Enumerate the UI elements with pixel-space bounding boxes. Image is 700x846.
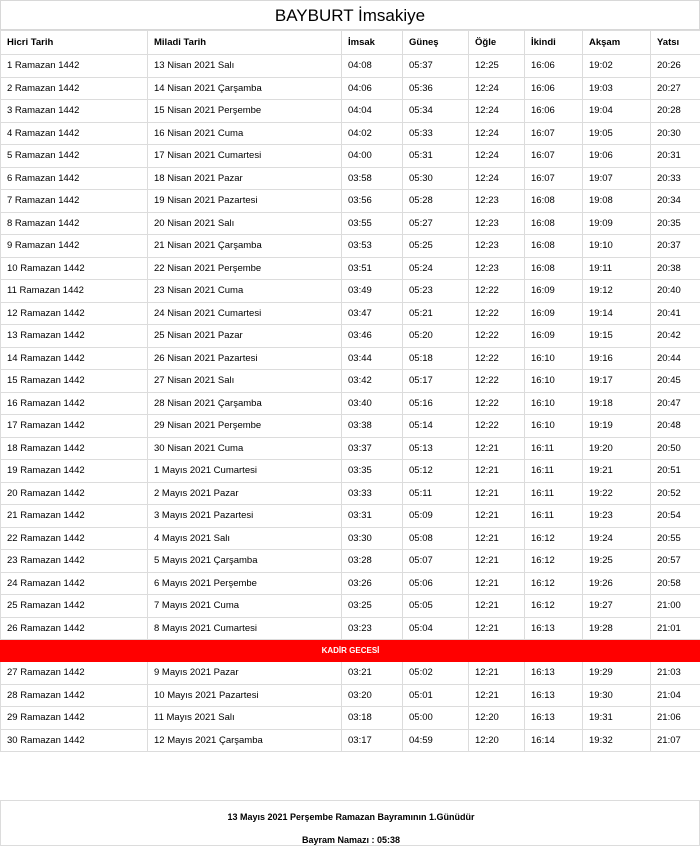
aksam-cell: 19:03: [583, 77, 651, 100]
yatsi-cell: 20:58: [651, 572, 700, 595]
header-imsak: İmsak: [342, 31, 403, 55]
gunes-cell: 05:14: [403, 415, 469, 438]
ogle-cell: 12:21: [469, 550, 525, 573]
ogle-cell: 12:22: [469, 325, 525, 348]
hicri-tarih-cell: 4 Ramazan 1442: [1, 122, 148, 145]
table-row: [1, 550, 700, 573]
yatsi-cell: 20:54: [651, 505, 700, 528]
miladi-tarih-cell: 9 Mayıs 2021 Pazar: [148, 662, 342, 685]
yatsi-cell: 21:01: [651, 617, 700, 640]
miladi-tarih-cell: 23 Nisan 2021 Cuma: [148, 280, 342, 303]
aksam-cell: 19:14: [583, 302, 651, 325]
ogle-cell: 12:24: [469, 145, 525, 168]
miladi-tarih-cell: 5 Mayıs 2021 Çarşamba: [148, 550, 342, 573]
yatsi-cell: 21:06: [651, 707, 700, 730]
yatsi-cell: 20:51: [651, 460, 700, 483]
gunes-cell: 05:36: [403, 77, 469, 100]
imsak-cell: 03:49: [342, 280, 403, 303]
aksam-cell: 19:31: [583, 707, 651, 730]
imsak-cell: 03:33: [342, 482, 403, 505]
miladi-tarih-cell: 1 Mayıs 2021 Cumartesi: [148, 460, 342, 483]
imsak-cell: 03:37: [342, 437, 403, 460]
table-row: [1, 662, 700, 685]
yatsi-cell: 20:55: [651, 527, 700, 550]
imsak-cell: 03:56: [342, 190, 403, 213]
yatsi-cell: 20:26: [651, 55, 700, 78]
kadir-gecesi-row: [1, 640, 700, 662]
miladi-tarih-cell: 19 Nisan 2021 Pazartesi: [148, 190, 342, 213]
ikindi-cell: 16:13: [525, 662, 583, 685]
imsak-cell: 04:02: [342, 122, 403, 145]
ogle-cell: 12:23: [469, 212, 525, 235]
miladi-tarih-cell: 8 Mayıs 2021 Cumartesi: [148, 617, 342, 640]
ikindi-cell: 16:11: [525, 460, 583, 483]
ikindi-cell: 16:06: [525, 100, 583, 123]
hicri-tarih-cell: 22 Ramazan 1442: [1, 527, 148, 550]
gunes-cell: 05:31: [403, 145, 469, 168]
ogle-cell: 12:25: [469, 55, 525, 78]
table-row: [1, 505, 700, 528]
hicri-tarih-cell: 3 Ramazan 1442: [1, 100, 148, 123]
hicri-tarih-cell: 5 Ramazan 1442: [1, 145, 148, 168]
ikindi-cell: 16:08: [525, 190, 583, 213]
miladi-tarih-cell: 7 Mayıs 2021 Cuma: [148, 595, 342, 618]
ikindi-cell: 16:09: [525, 302, 583, 325]
imsak-cell: 04:04: [342, 100, 403, 123]
ikindi-cell: 16:14: [525, 729, 583, 752]
table-row: [1, 325, 700, 348]
yatsi-cell: 20:27: [651, 77, 700, 100]
miladi-tarih-cell: 11 Mayıs 2021 Salı: [148, 707, 342, 730]
table-row: [1, 257, 700, 280]
aksam-cell: 19:05: [583, 122, 651, 145]
ogle-cell: 12:22: [469, 347, 525, 370]
gunes-cell: 05:09: [403, 505, 469, 528]
ikindi-cell: 16:11: [525, 505, 583, 528]
hicri-tarih-cell: 26 Ramazan 1442: [1, 617, 148, 640]
imsak-cell: 03:38: [342, 415, 403, 438]
aksam-cell: 19:07: [583, 167, 651, 190]
aksam-cell: 19:17: [583, 370, 651, 393]
ogle-cell: 12:24: [469, 167, 525, 190]
hicri-tarih-cell: 14 Ramazan 1442: [1, 347, 148, 370]
yatsi-cell: 20:57: [651, 550, 700, 573]
imsak-cell: 03:26: [342, 572, 403, 595]
aksam-cell: 19:11: [583, 257, 651, 280]
ogle-cell: 12:21: [469, 527, 525, 550]
ikindi-cell: 16:11: [525, 437, 583, 460]
yatsi-cell: 20:50: [651, 437, 700, 460]
ogle-cell: 12:21: [469, 595, 525, 618]
table-row: [1, 707, 700, 730]
ikindi-cell: 16:07: [525, 122, 583, 145]
hicri-tarih-cell: 25 Ramazan 1442: [1, 595, 148, 618]
ogle-cell: 12:23: [469, 257, 525, 280]
gunes-cell: 05:02: [403, 662, 469, 685]
gunes-cell: 04:59: [403, 729, 469, 752]
imsak-cell: 03:40: [342, 392, 403, 415]
aksam-cell: 19:24: [583, 527, 651, 550]
table-row: [1, 392, 700, 415]
table-row: [1, 482, 700, 505]
aksam-cell: 19:04: [583, 100, 651, 123]
ikindi-cell: 16:13: [525, 707, 583, 730]
imsak-cell: 03:17: [342, 729, 403, 752]
miladi-tarih-cell: 13 Nisan 2021 Salı: [148, 55, 342, 78]
hicri-tarih-cell: 20 Ramazan 1442: [1, 482, 148, 505]
gunes-cell: 05:00: [403, 707, 469, 730]
gunes-cell: 05:20: [403, 325, 469, 348]
prayer-times-table: [0, 30, 700, 752]
imsak-cell: 03:30: [342, 527, 403, 550]
yatsi-cell: 21:04: [651, 684, 700, 707]
yatsi-cell: 20:41: [651, 302, 700, 325]
ikindi-cell: 16:09: [525, 325, 583, 348]
hicri-tarih-cell: 13 Ramazan 1442: [1, 325, 148, 348]
imsak-cell: 03:46: [342, 325, 403, 348]
ogle-cell: 12:23: [469, 190, 525, 213]
table-row: [1, 437, 700, 460]
yatsi-cell: 21:07: [651, 729, 700, 752]
aksam-cell: 19:27: [583, 595, 651, 618]
gunes-cell: 05:34: [403, 100, 469, 123]
table-row: [1, 212, 700, 235]
gunes-cell: 05:25: [403, 235, 469, 258]
ikindi-cell: 16:07: [525, 167, 583, 190]
aksam-cell: 19:10: [583, 235, 651, 258]
gunes-cell: 05:33: [403, 122, 469, 145]
hicri-tarih-cell: 11 Ramazan 1442: [1, 280, 148, 303]
table-row: [1, 729, 700, 752]
table-header-row: [1, 31, 700, 55]
imsak-cell: 04:08: [342, 55, 403, 78]
hicri-tarih-cell: 12 Ramazan 1442: [1, 302, 148, 325]
imsak-cell: 03:25: [342, 595, 403, 618]
miladi-tarih-cell: 21 Nisan 2021 Çarşamba: [148, 235, 342, 258]
bayram-prayer-note: Bayram Namazı : 05:38: [301, 835, 401, 845]
gunes-cell: 05:27: [403, 212, 469, 235]
kadir-gecesi-label: KADİR GECESİ: [1, 640, 700, 662]
miladi-tarih-cell: 2 Mayıs 2021 Pazar: [148, 482, 342, 505]
hicri-tarih-cell: 24 Ramazan 1442: [1, 572, 148, 595]
header-aksam: Akşam: [583, 31, 651, 55]
table-row: [1, 415, 700, 438]
imsak-cell: 04:00: [342, 145, 403, 168]
aksam-cell: 19:32: [583, 729, 651, 752]
imsak-cell: 03:53: [342, 235, 403, 258]
gunes-cell: 05:11: [403, 482, 469, 505]
gunes-cell: 05:16: [403, 392, 469, 415]
bayram-day-note: 13 Mayıs 2021 Perşembe Ramazan Bayramının 1.Günüdür: [227, 812, 475, 822]
aksam-cell: 19:22: [583, 482, 651, 505]
hicri-tarih-cell: 15 Ramazan 1442: [1, 370, 148, 393]
imsak-cell: 04:06: [342, 77, 403, 100]
table-body-first: [1, 55, 700, 640]
ogle-cell: 12:22: [469, 415, 525, 438]
gunes-cell: 05:18: [403, 347, 469, 370]
hicri-tarih-cell: 16 Ramazan 1442: [1, 392, 148, 415]
ikindi-cell: 16:12: [525, 572, 583, 595]
miladi-tarih-cell: 17 Nisan 2021 Cumartesi: [148, 145, 342, 168]
gunes-cell: 05:28: [403, 190, 469, 213]
gunes-cell: 05:07: [403, 550, 469, 573]
aksam-cell: 19:28: [583, 617, 651, 640]
table-row: [1, 235, 700, 258]
ogle-cell: 12:21: [469, 572, 525, 595]
gunes-cell: 05:12: [403, 460, 469, 483]
aksam-cell: 19:25: [583, 550, 651, 573]
gunes-cell: 05:37: [403, 55, 469, 78]
yatsi-cell: 21:03: [651, 662, 700, 685]
yatsi-cell: 20:47: [651, 392, 700, 415]
ikindi-cell: 16:10: [525, 370, 583, 393]
miladi-tarih-cell: 28 Nisan 2021 Çarşamba: [148, 392, 342, 415]
ikindi-cell: 16:11: [525, 482, 583, 505]
gunes-cell: 05:17: [403, 370, 469, 393]
miladi-tarih-cell: 29 Nisan 2021 Perşembe: [148, 415, 342, 438]
hicri-tarih-cell: 21 Ramazan 1442: [1, 505, 148, 528]
table-body-second: [1, 662, 700, 752]
ikindi-cell: 16:10: [525, 347, 583, 370]
ikindi-cell: 16:12: [525, 550, 583, 573]
gunes-cell: 05:08: [403, 527, 469, 550]
imsak-cell: 03:20: [342, 684, 403, 707]
aksam-cell: 19:09: [583, 212, 651, 235]
gunes-cell: 05:30: [403, 167, 469, 190]
ogle-cell: 12:21: [469, 437, 525, 460]
hicri-tarih-cell: 6 Ramazan 1442: [1, 167, 148, 190]
yatsi-cell: 20:31: [651, 145, 700, 168]
aksam-cell: 19:23: [583, 505, 651, 528]
header-miladi-tarih: Miladi Tarih: [148, 31, 342, 55]
miladi-tarih-cell: 14 Nisan 2021 Çarşamba: [148, 77, 342, 100]
table-row: [1, 100, 700, 123]
yatsi-cell: 20:38: [651, 257, 700, 280]
ogle-cell: 12:21: [469, 684, 525, 707]
yatsi-cell: 20:48: [651, 415, 700, 438]
miladi-tarih-cell: 16 Nisan 2021 Cuma: [148, 122, 342, 145]
ikindi-cell: 16:07: [525, 145, 583, 168]
gunes-cell: 05:04: [403, 617, 469, 640]
imsak-cell: 03:51: [342, 257, 403, 280]
aksam-cell: 19:15: [583, 325, 651, 348]
aksam-cell: 19:12: [583, 280, 651, 303]
aksam-cell: 19:20: [583, 437, 651, 460]
hicri-tarih-cell: 1 Ramazan 1442: [1, 55, 148, 78]
yatsi-cell: 20:35: [651, 212, 700, 235]
miladi-tarih-cell: 30 Nisan 2021 Cuma: [148, 437, 342, 460]
aksam-cell: 19:30: [583, 684, 651, 707]
ogle-cell: 12:20: [469, 707, 525, 730]
aksam-cell: 19:02: [583, 55, 651, 78]
yatsi-cell: 20:45: [651, 370, 700, 393]
imsak-cell: 03:55: [342, 212, 403, 235]
ogle-cell: 12:21: [469, 662, 525, 685]
ikindi-cell: 16:10: [525, 415, 583, 438]
ogle-cell: 12:24: [469, 122, 525, 145]
table-row: [1, 302, 700, 325]
miladi-tarih-cell: 3 Mayıs 2021 Pazartesi: [148, 505, 342, 528]
yatsi-cell: 20:42: [651, 325, 700, 348]
hicri-tarih-cell: 27 Ramazan 1442: [1, 662, 148, 685]
ikindi-cell: 16:13: [525, 684, 583, 707]
page-title: BAYBURT İmsakiye: [0, 0, 700, 30]
ikindi-cell: 16:08: [525, 235, 583, 258]
ikindi-cell: 16:10: [525, 392, 583, 415]
ogle-cell: 12:24: [469, 77, 525, 100]
ikindi-cell: 16:09: [525, 280, 583, 303]
hicri-tarih-cell: 2 Ramazan 1442: [1, 77, 148, 100]
aksam-cell: 19:18: [583, 392, 651, 415]
yatsi-cell: 20:34: [651, 190, 700, 213]
header-gunes: Güneş: [403, 31, 469, 55]
ogle-cell: 12:22: [469, 392, 525, 415]
gunes-cell: 05:21: [403, 302, 469, 325]
imsak-cell: 03:31: [342, 505, 403, 528]
imsak-cell: 03:35: [342, 460, 403, 483]
footer-notes: [0, 800, 700, 846]
miladi-tarih-cell: 18 Nisan 2021 Pazar: [148, 167, 342, 190]
table-row: [1, 617, 700, 640]
ogle-cell: 12:23: [469, 235, 525, 258]
ikindi-cell: 16:06: [525, 77, 583, 100]
yatsi-cell: 21:00: [651, 595, 700, 618]
header-ikindi: İkindi: [525, 31, 583, 55]
gunes-cell: 05:23: [403, 280, 469, 303]
hicri-tarih-cell: 28 Ramazan 1442: [1, 684, 148, 707]
gunes-cell: 05:24: [403, 257, 469, 280]
hicri-tarih-cell: 10 Ramazan 1442: [1, 257, 148, 280]
ogle-cell: 12:20: [469, 729, 525, 752]
table-body-special: [1, 640, 700, 662]
miladi-tarih-cell: 4 Mayıs 2021 Salı: [148, 527, 342, 550]
imsak-cell: 03:42: [342, 370, 403, 393]
ogle-cell: 12:22: [469, 370, 525, 393]
ikindi-cell: 16:13: [525, 617, 583, 640]
yatsi-cell: 20:37: [651, 235, 700, 258]
table-row: [1, 122, 700, 145]
hicri-tarih-cell: 8 Ramazan 1442: [1, 212, 148, 235]
yatsi-cell: 20:28: [651, 100, 700, 123]
yatsi-cell: 20:30: [651, 122, 700, 145]
hicri-tarih-cell: 17 Ramazan 1442: [1, 415, 148, 438]
table-row: [1, 595, 700, 618]
table-row: [1, 347, 700, 370]
ikindi-cell: 16:12: [525, 527, 583, 550]
hicri-tarih-cell: 9 Ramazan 1442: [1, 235, 148, 258]
gunes-cell: 05:01: [403, 684, 469, 707]
miladi-tarih-cell: 20 Nisan 2021 Salı: [148, 212, 342, 235]
miladi-tarih-cell: 25 Nisan 2021 Pazar: [148, 325, 342, 348]
ikindi-cell: 16:08: [525, 257, 583, 280]
table-row: [1, 527, 700, 550]
gunes-cell: 05:05: [403, 595, 469, 618]
hicri-tarih-cell: 7 Ramazan 1442: [1, 190, 148, 213]
aksam-cell: 19:26: [583, 572, 651, 595]
aksam-cell: 19:16: [583, 347, 651, 370]
table-row: [1, 572, 700, 595]
table-row: [1, 55, 700, 78]
ogle-cell: 12:21: [469, 505, 525, 528]
imsak-cell: 03:58: [342, 167, 403, 190]
table-row: [1, 167, 700, 190]
hicri-tarih-cell: 29 Ramazan 1442: [1, 707, 148, 730]
yatsi-cell: 20:40: [651, 280, 700, 303]
ogle-cell: 12:24: [469, 100, 525, 123]
miladi-tarih-cell: 12 Mayıs 2021 Çarşamba: [148, 729, 342, 752]
miladi-tarih-cell: 26 Nisan 2021 Pazartesi: [148, 347, 342, 370]
imsak-cell: 03:23: [342, 617, 403, 640]
header-yatsi: Yatsı: [651, 31, 700, 55]
hicri-tarih-cell: 23 Ramazan 1442: [1, 550, 148, 573]
ogle-cell: 12:21: [469, 617, 525, 640]
miladi-tarih-cell: 22 Nisan 2021 Perşembe: [148, 257, 342, 280]
hicri-tarih-cell: 19 Ramazan 1442: [1, 460, 148, 483]
ogle-cell: 12:22: [469, 280, 525, 303]
header-hicri-tarih: Hicri Tarih: [1, 31, 148, 55]
table-row: [1, 370, 700, 393]
table-row: [1, 460, 700, 483]
hicri-tarih-cell: 30 Ramazan 1442: [1, 729, 148, 752]
table-row: [1, 145, 700, 168]
ogle-cell: 12:22: [469, 302, 525, 325]
aksam-cell: 19:29: [583, 662, 651, 685]
ogle-cell: 12:21: [469, 460, 525, 483]
ikindi-cell: 16:12: [525, 595, 583, 618]
yatsi-cell: 20:52: [651, 482, 700, 505]
ikindi-cell: 16:06: [525, 55, 583, 78]
header-ogle: Öğle: [469, 31, 525, 55]
miladi-tarih-cell: 24 Nisan 2021 Cumartesi: [148, 302, 342, 325]
imsak-cell: 03:21: [342, 662, 403, 685]
miladi-tarih-cell: 15 Nisan 2021 Perşembe: [148, 100, 342, 123]
aksam-cell: 19:21: [583, 460, 651, 483]
ogle-cell: 12:21: [469, 482, 525, 505]
imsak-cell: 03:28: [342, 550, 403, 573]
aksam-cell: 19:06: [583, 145, 651, 168]
table-row: [1, 77, 700, 100]
imsak-cell: 03:47: [342, 302, 403, 325]
imsak-cell: 03:18: [342, 707, 403, 730]
table-row: [1, 684, 700, 707]
aksam-cell: 19:19: [583, 415, 651, 438]
miladi-tarih-cell: 6 Mayıs 2021 Perşembe: [148, 572, 342, 595]
table-row: [1, 190, 700, 213]
miladi-tarih-cell: 10 Mayıs 2021 Pazartesi: [148, 684, 342, 707]
gunes-cell: 05:13: [403, 437, 469, 460]
yatsi-cell: 20:44: [651, 347, 700, 370]
yatsi-cell: 20:33: [651, 167, 700, 190]
aksam-cell: 19:08: [583, 190, 651, 213]
imsak-cell: 03:44: [342, 347, 403, 370]
table-row: [1, 280, 700, 303]
ikindi-cell: 16:08: [525, 212, 583, 235]
hicri-tarih-cell: 18 Ramazan 1442: [1, 437, 148, 460]
gunes-cell: 05:06: [403, 572, 469, 595]
miladi-tarih-cell: 27 Nisan 2021 Salı: [148, 370, 342, 393]
